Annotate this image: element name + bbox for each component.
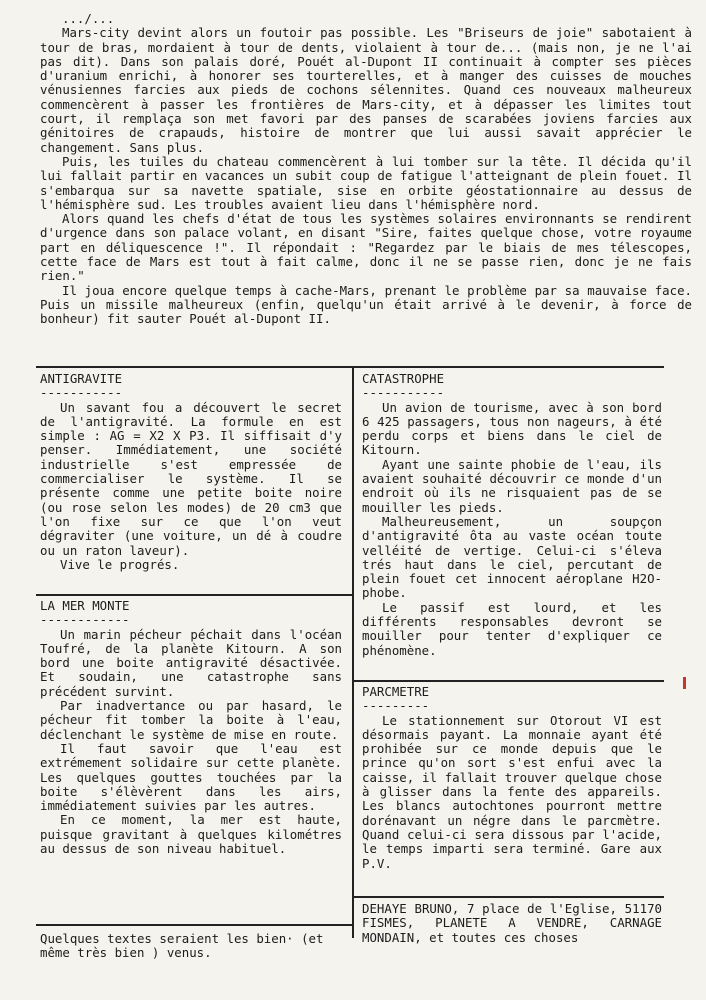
column-vertical-divider xyxy=(352,366,354,938)
section-divider xyxy=(36,924,352,926)
contact-text: DEHAYE BRUNO, 7 place de l'Eglise, 51170 FISMES, PLANETE A VENDRE, CARNAGE MONDAIN, et toutes ces choses xyxy=(362,901,662,945)
intro-paragraph: Il joua encore quelque temps à cache-Mars, prenant le problème par sa mauvaise face. Puis un missile malheureux (enfin, quelqu'un était arrivé à le devenir, à force de bonheur) fit sauter Pouét al-Dupont II. xyxy=(40,282,692,327)
section-divider xyxy=(352,680,664,682)
footer-note xyxy=(40,932,340,961)
section-catastrophe xyxy=(362,372,662,658)
section-title-underline: --------- xyxy=(362,698,430,714)
section-mer-monte xyxy=(40,599,342,856)
intro-paragraph: Puis, les tuiles du chateau commencèrent à lui tomber sur la tête. Il décida qu'il lui fallait partir en vacances un subit coup de fatigue l'atteignant de plein fouet. Il s'embarqua sur sa navette spatiale, sise en orbite géostationnaire au dessus de l'hémisphère sud. Les troubles avaient lieu dans l'hémisphère nord. xyxy=(40,153,692,212)
ink-mark xyxy=(683,677,686,689)
section-paragraph: Le passif est lourd, et les différents responsables devront se mouiller pour tenter d'expliquer ce phénomène. xyxy=(362,599,662,658)
section-paragraph: Un marin pécheur péchait dans l'océan Toufré, de la planète Kitourn. A son bord une boite antigravité désactivée. Et soudain, une catastrophe sans précédent survint. xyxy=(40,626,342,699)
section-title: LA MER MONTE xyxy=(40,598,130,613)
section-title-underline: ----------- xyxy=(362,385,445,401)
section-paragraph: Vive le progrés. xyxy=(60,556,180,572)
contact-address xyxy=(362,902,662,945)
section-antigravite xyxy=(40,372,342,572)
section-title: PARCMETRE xyxy=(362,684,430,699)
continuation-mark: .../... xyxy=(62,11,115,26)
section-divider xyxy=(352,896,664,898)
footer-note-text: Quelques textes seraient les bien· (et même très bien ) venus. xyxy=(40,931,324,961)
section-paragraph: Malheureusement, un soupçon d'antigravité ôta au vaste océan toute velléité de vertige. Celui-ci s'éleva trés haut dans le ciel, percutant de plein fouet cet innocent aéroplane H2O-phobe. xyxy=(362,513,662,601)
section-paragraph: Par inadvertance ou par hasard, le pécheur fit tomber la boite à l'eau, déclenchant le système de mise en route. xyxy=(40,698,342,742)
section-paragraph: Il faut savoir que l'eau est extrémement solidaire sur cette planète. Les quelques gouttes touchées par la boite s'élèvèrent dans les airs, immédiatement suivies par les autres. xyxy=(40,740,342,814)
intro-paragraph: Mars-city devint alors un foutoir pas possible. Les "Briseurs de joie" sabotaient à tour de bras, mordaient à tour de dents, violaient à tour de... (mais non, je ne l'ai pas dit). Dans son palais doré, Pouét al-Dupont II continuait à compter ses pièces d'uranium enrichi, à honorer ses tourterelles, et à manger des cuisses de mouches vénusiennes farcies aux pieds de cochons sélennites. Quand ces nouveaux malheureux commencèrent à passer les frontières de Mars-city, et à dépasser les limites tout court, il remplaça son met favori par des panses de scarabées joviens farcies aux génitoires de crapauds, histoire de montrer que lui aussi savait apprécier le changement. Sans plus. xyxy=(40,25,692,155)
column-top-divider xyxy=(36,366,664,368)
intro-paragraph: Alors quand les chefs d'état de tous les systèmes solaires environnants se rendirent d'urgence dans son palace volant, en disant "Sire, faites quelque chose, votre royaume part en déliquescence !". Il répondait : "Regardez par le biais de mes télescopes, cette face de Mars est tout à fait calme, donc il ne se passe rien, donc je ne fais rien." xyxy=(40,211,692,284)
section-title: CATASTROPHE xyxy=(362,371,445,386)
section-paragraph: Un avion de tourisme, avec à son bord 6 425 passagers, tous non nageurs, à été perdu corps et biens dans le ciel de Kitourn. xyxy=(362,399,662,458)
section-title-underline: ------------ xyxy=(40,612,130,628)
section-divider xyxy=(36,594,352,596)
section-paragraph: Ayant une sainte phobie de l'eau, ils avaient souhaité découvrir ce monde d'un endroit où ils ne risquaient pas de se mouiller les pieds. xyxy=(362,456,662,515)
section-paragraph: En ce moment, la mer est haute, puisque gravitant à quelques kilométres au dessus de son niveau habituel. xyxy=(40,812,342,857)
intro-story xyxy=(40,12,692,327)
section-title-underline: ----------- xyxy=(40,385,123,401)
section-title: ANTIGRAVITE xyxy=(40,371,123,386)
section-parcmetre xyxy=(362,685,662,871)
section-paragraph: Le stationnement sur Otorout VI est désormais payant. La monnaie ayant été prohibée sur ce monde depuis que le prince qu'on sort s'est enfui avec la caisse, il fallait trouver quelque chose à glisser dans la fente des appareils. Les blancs autochtones pourront mettre dorénavant un négre dans le parcmètre. Quand celui-ci sera dissous par l'acide, le temps imparti sera terminé. Gare aux P.V. xyxy=(362,712,662,871)
section-paragraph: Un savant fou a découvert le secret de l'antigravité. La formule en est simple : AG = X2 X P3. Il siffisait d'y penser. Immédiatement, une société industrielle s'est empressée de commercialiser le système. Il se présente comme une petite boite noire (ou rose selon les modes) de 20 cm3 que l'on fixe sur ce que l'on veut dégraviter (une voiture, un dé à coudre ou un raton laveur). xyxy=(40,399,342,558)
